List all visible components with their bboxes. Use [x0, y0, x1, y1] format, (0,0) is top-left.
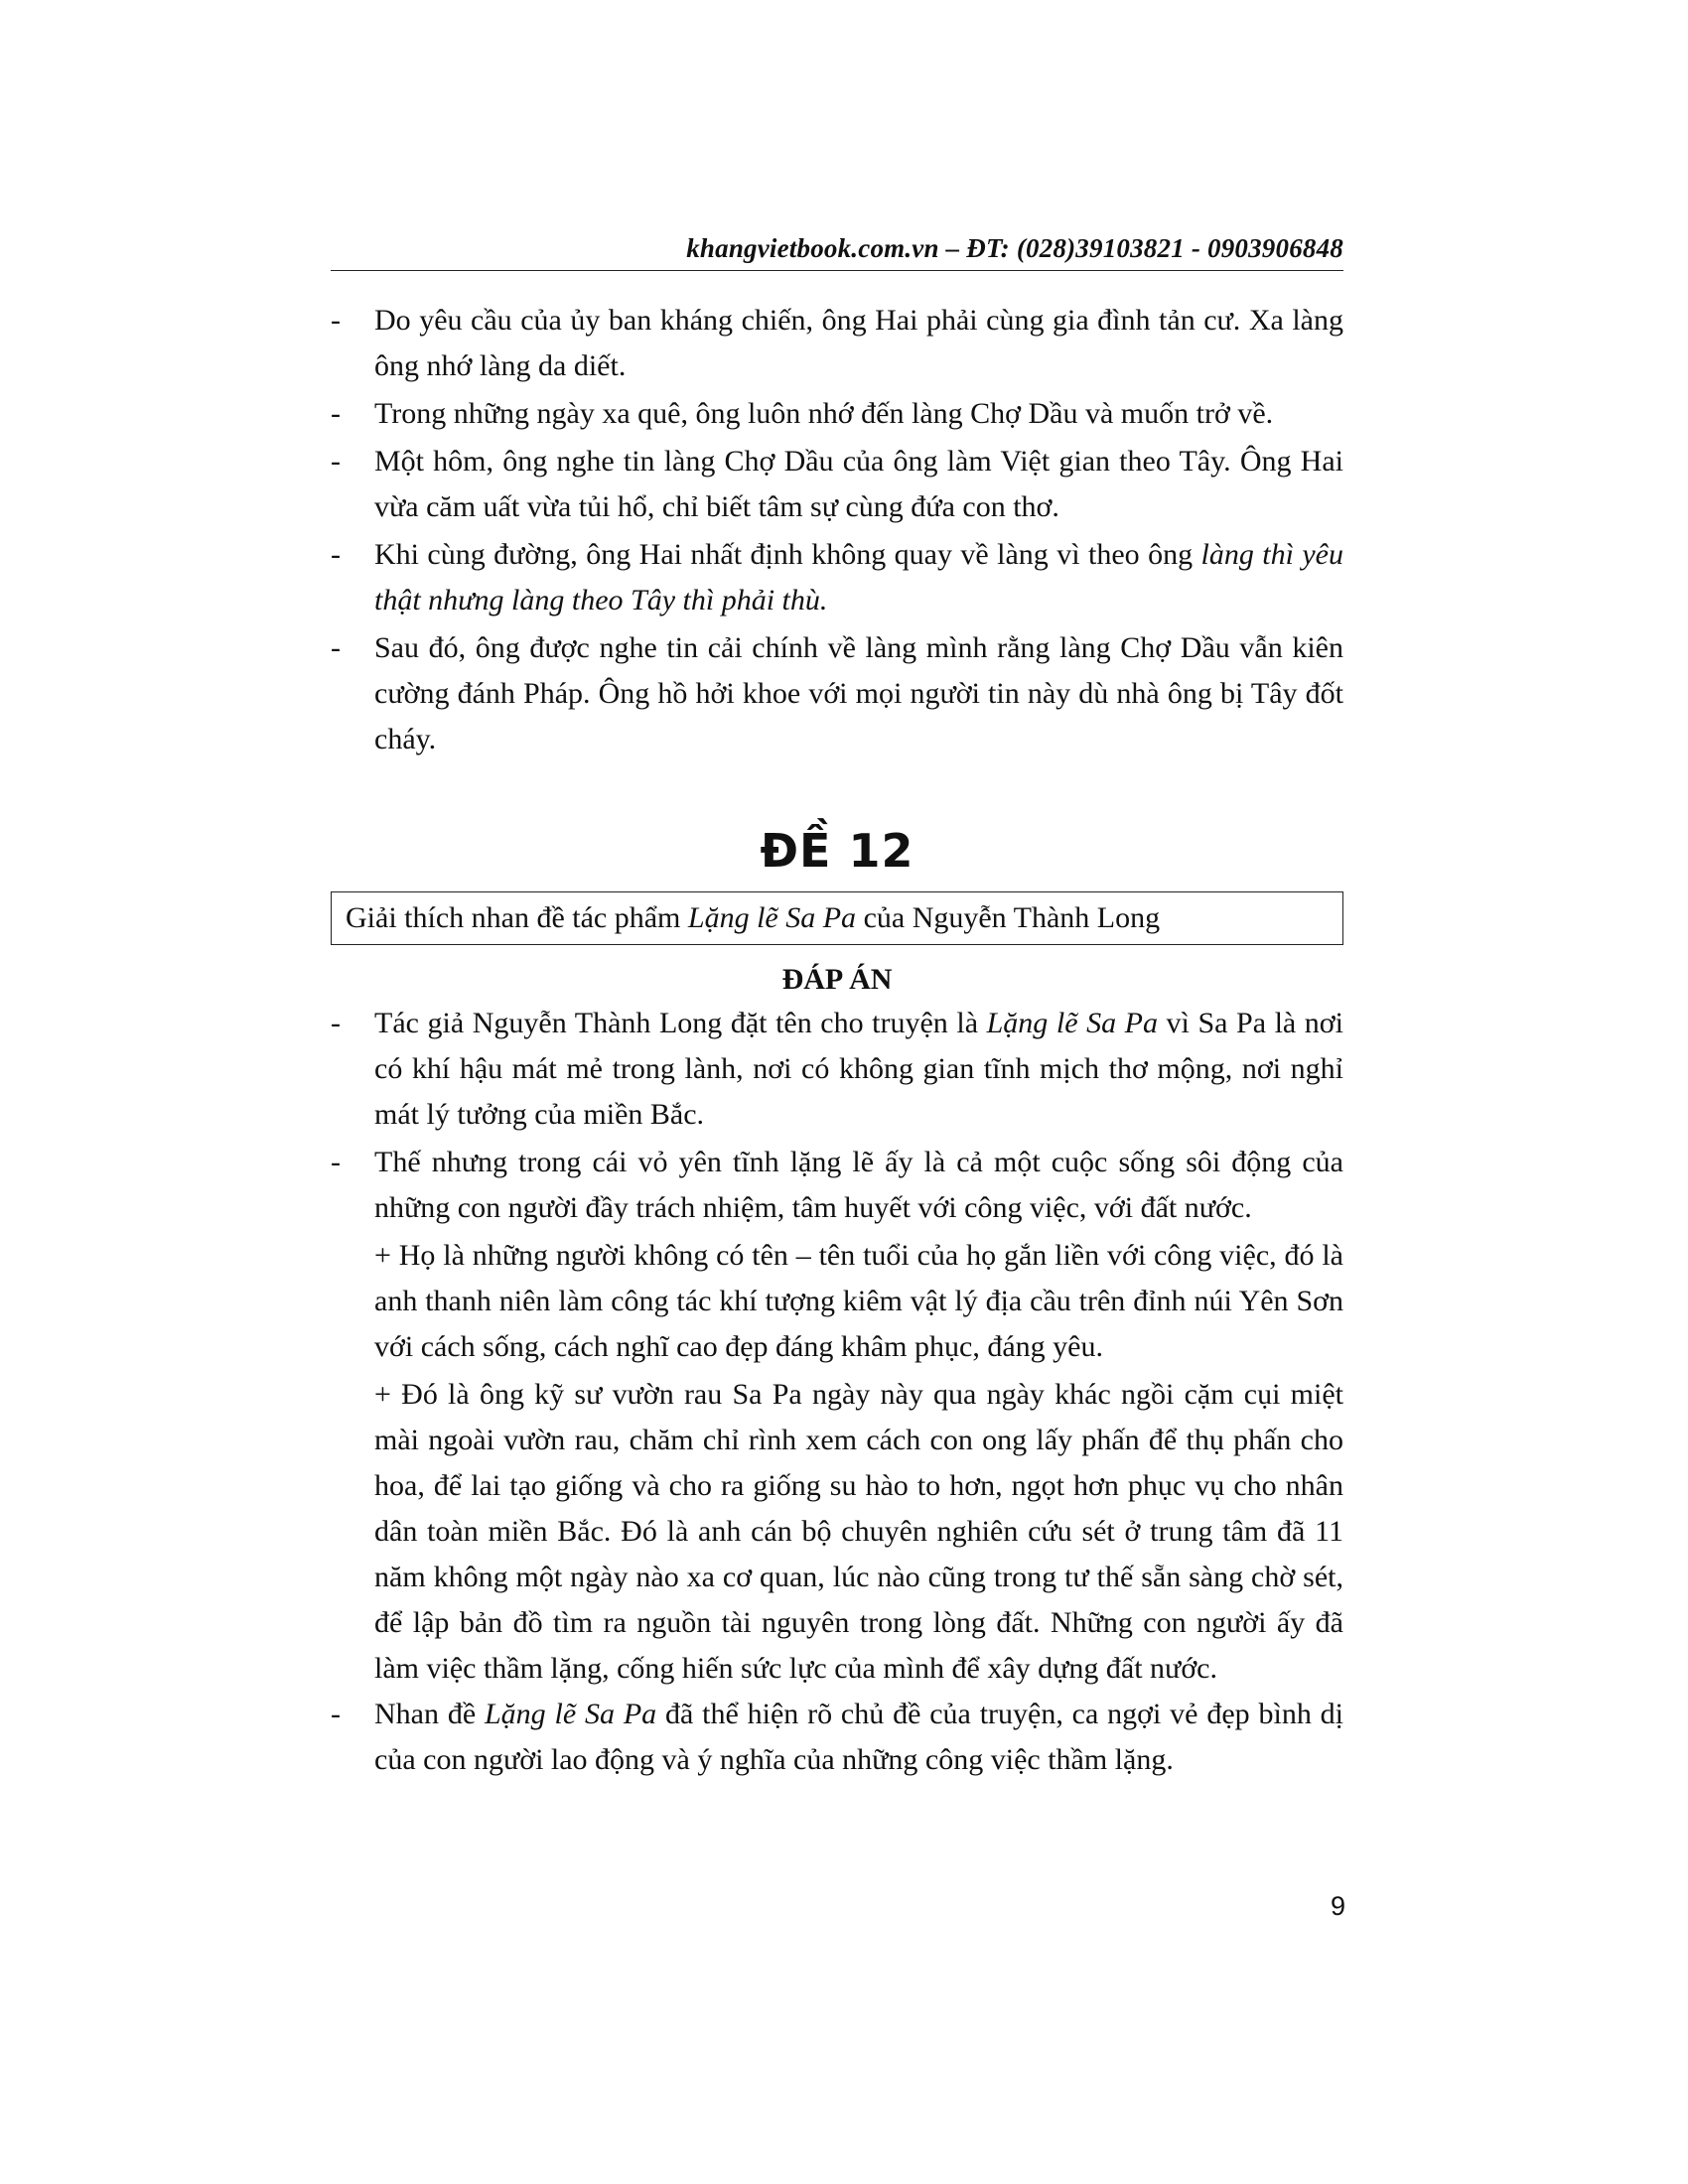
bullet-italic-quote: làng thì yêu thật nhưng làng theo Tây thì phải thù.: [374, 538, 1343, 616]
bullet-dash: -: [331, 445, 341, 478]
page-number: 9: [1331, 1891, 1346, 1921]
header-contact-text: khangvietbook.com.vn – ĐT: (028)39103821 - 0903906848: [686, 233, 1343, 263]
intro-bullet-3: [331, 439, 1343, 530]
answer-bullet-2: [331, 1140, 1343, 1231]
bullet-text: Tác giả Nguyễn Thành Long đặt tên cho truyện là: [374, 1007, 987, 1039]
bullet-dash: -: [331, 1007, 341, 1039]
bullet-text: Nhan đề: [374, 1698, 485, 1730]
page-content: [331, 298, 1343, 1785]
bullet-text: đã thể hiện rõ chủ đề của truyện, ca ngợi vẻ đẹp bình dị của con người lao động và ý nghĩa của những công việc thầm lặng.: [374, 1698, 1343, 1776]
bullet-text: Khi cùng đường, ông Hai nhất định không quay về làng vì theo ông: [374, 538, 1201, 571]
section-title: ĐỀ 12: [760, 824, 914, 878]
bullet-dash: -: [331, 631, 341, 664]
answer-sub-point-2: + Đó là ông kỹ sư vườn rau Sa Pa ngày này qua ngày khác ngồi cặm cụi miệt mài ngoài vườn rau, chăm chỉ rình xem cách con ong lấy phấn để thụ phấn cho hoa, để lai tạo giống và cho ra giống su hào to hơn, ngọt hơn phục vụ cho nhân dân toàn miền Bắc. Đó là anh cán bộ chuyên nghiên cứu sét ở trung tâm đã 11 năm không một ngày nào xa cơ quan, lúc nào cũng trong tư thế sẵn sàng chờ sét, để lập bản đồ tìm ra nguồn tài nguyên trong lòng đất. Những con người ấy đã làm việc thầm lặng, cống hiến sức lực của mình để xây dựng đất nước.: [374, 1378, 1343, 1685]
answer-sub-point-1: + Họ là những người không có tên – tên tuổi của họ gắn liền với công việc, đó là anh thanh niên làm công tác khí tượng kiêm vật lý địa cầu trên đỉnh núi Yên Sơn với cách sống, cách nghĩ cao đẹp đáng khâm phục, đáng yêu.: [374, 1239, 1343, 1363]
bullet-text: Trong những ngày xa quê, ông luôn nhớ đến làng Chợ Dầu và muốn trở về.: [374, 397, 1274, 430]
bullet-text: Một hôm, ông nghe tin làng Chợ Dầu của ông làm Việt gian theo Tây. Ông Hai vừa căm uất vừa tủi hổ, chỉ biết tâm sự cùng đứa con thơ.: [374, 445, 1343, 523]
work-title: Lặng lẽ Sa Pa: [986, 1007, 1158, 1039]
question-box: [331, 891, 1343, 945]
bullet-text: Sau đó, ông được nghe tin cải chính về làng mình rằng làng Chợ Dầu vẫn kiên cường đánh Pháp. Ông hồ hởi khoe với mọi người tin này dù nhà ông bị Tây đốt cháy.: [374, 631, 1343, 755]
answer-bullet-1: [331, 1001, 1343, 1138]
bullet-dash: -: [331, 1698, 341, 1730]
bullet-text: Thế nhưng trong cái vỏ yên tĩnh lặng lẽ ấy là cả một cuộc sống sôi động của những con người đầy trách nhiệm, tâm huyết với công việc, với đất nước.: [374, 1146, 1343, 1224]
intro-bullet-2: [331, 391, 1343, 437]
intro-bullet-5: [331, 625, 1343, 762]
bullet-dash: -: [331, 304, 341, 337]
intro-bullet-4: [331, 532, 1343, 623]
work-title: Lặng lẽ Sa Pa: [484, 1698, 657, 1730]
bullet-text: vì Sa Pa là nơi có khí hậu mát mẻ trong lành, nơi có không gian tĩnh mịch thơ mộng, nơi nghỉ mát lý tưởng của miền Bắc.: [374, 1007, 1344, 1131]
bullet-text: Do yêu cầu của ủy ban kháng chiến, ông Hai phải cùng gia đình tản cư. Xa làng ông nhớ làng da diết.: [374, 304, 1343, 382]
intro-bullet-1: [331, 298, 1343, 389]
bullet-dash: -: [331, 538, 341, 571]
answer-bullet-3: [331, 1692, 1343, 1783]
question-author: của Nguyễn Thành Long: [856, 901, 1161, 934]
bullet-dash: -: [331, 1146, 341, 1178]
question-text: Giải thích nhan đề tác phẩm: [346, 901, 688, 934]
answer-heading: ĐÁP ÁN: [781, 963, 893, 996]
page-header: [331, 226, 1343, 271]
question-work-title: Lặng lẽ Sa Pa: [687, 901, 857, 934]
bullet-dash: -: [331, 397, 341, 430]
